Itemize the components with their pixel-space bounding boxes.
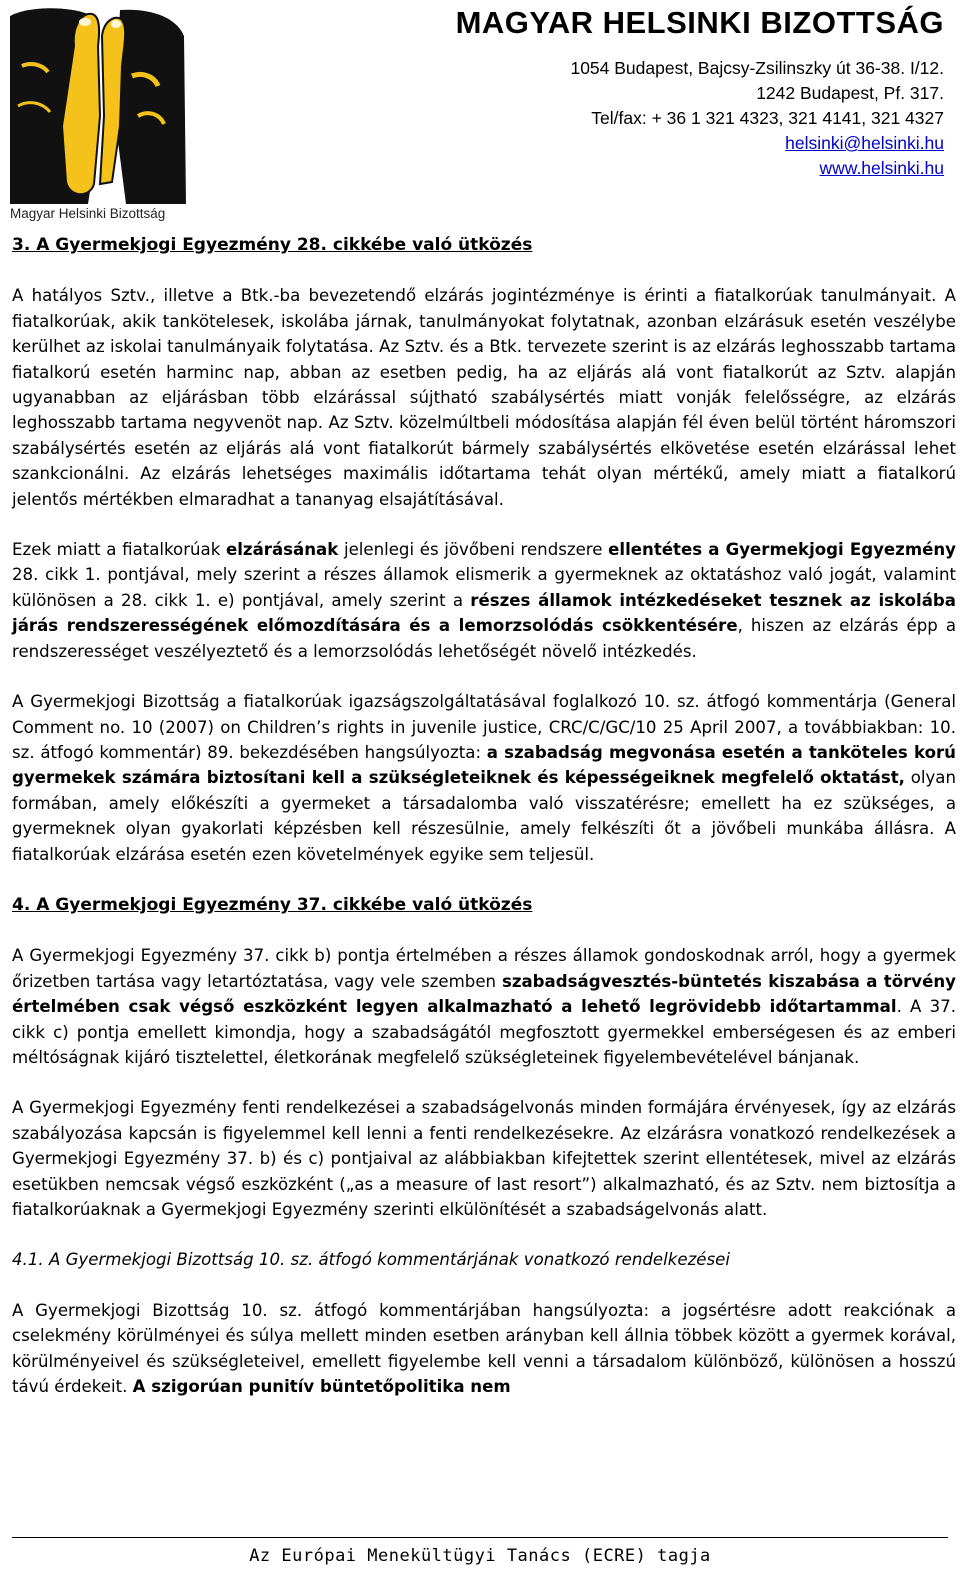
section-4-paragraph-2: A Gyermekjogi Egyezmény fenti rendelkezései a szabadságelvonás minden formájára érvényesek, így az elzárás szabályozása kapcsán is figyelemmel kell lenni a fenti rendelkezésekre. Az elzárásra vonatkozó rendelkezések a Gyermekjogi Egyezmény 37. b) és c) pontjaival az alábbiakban kifejtettek szerint ellentétesek, mivel az elzárás esetükben nemcsak végső eszközként („as a measure of last resort”) alkalmazható, és az Sztv. nem biztosítja a fiatalkorúaknak a Gyermekjogi Egyezmény szerinti elkülönítését a szabadságelvonás alatt.: [12, 1098, 956, 1219]
organization-header: [456, 4, 944, 181]
section-4-1-heading: 4.1. A Gyermekjogi Bizottság 10. sz. átfogó kommentárjának vonatkozó rendelkezései: [12, 1250, 730, 1270]
logo-caption: Magyar Helsinki Bizottság: [10, 206, 166, 221]
email-link[interactable]: helsinki@helsinki.hu: [785, 133, 944, 153]
organization-name: MAGYAR HELSINKI BIZOTTSÁG: [455, 5, 944, 40]
document-body: [12, 232, 956, 1399]
hand-portrait-icon: [8, 6, 188, 206]
section-3-paragraph-3: A Gyermekjogi Bizottság a fiatalkorúak igazságszolgáltatásával foglalkozó 10. sz. átfogó kommentárja (General Comment no. 10 (2007) on Children’s rights in juvenile justice, CRC/C/GC/10 25 April 2007, a továbbiakban: 10. sz. átfogó kommentár) 89. bekezdésében hangsúlyozta: a szabadság megvonása esetén a tanköteles korú gyermekek számára biztosítani kell a szükségleteiknek és képességeiknek megfelelő oktatást, olyan formában, amely előkészíti a gyermeket a társadalomba való visszatérésre; emellett ha ez szükséges, a gyermeknek olyan gyakorlati képzésben kell részesülnie, amely felkészíti őt a jövőbeli munkába állásra. A fiatalkorúak elzárása esetén ezen követelmények egyike sem teljesül.: [12, 692, 956, 864]
section-3-paragraph-1: A hatályos Sztv., illetve a Btk.-ba bevezetendő elzárás jogintézménye is érinti a fiatalkorúak tanulmányait. A fiatalkorúak, akik tankötelesek, iskolába járnak, tanulmányokat folytatnak, azonban elzárásuk esetén veszélybe kerülhet az iskolai tanulmányaik folytatása. Az Sztv. és a Btk. tervezete szerint is az elzárás leghosszabb tartama fiatalkorú esetén harminc nap, abban az esetben pedig, ha az eljárás alá vont fiatalkorút az Sztv. alapján ugyanabban az eljárásban több elzárással sújtható szabálysértés miatt vonják felelősségre, az elzárás leghosszabb tartama negyvenöt nap. Az Sztv. közelmúltbeli módosítása alapján fél éven belül történt háromszori szabálysértés esetén az eljárás alá vont fiatalkorút bármely szabálysértés elkövetése esetén elzárással lehet szankcionálni. Az elzárás lehetséges maximális időtartama tehát olyan mértékű, amely miatt a fiatalkorú jelentős mértékben elmaradhat a tananyag elsajátításával.: [12, 286, 956, 509]
section-3-paragraph-2: Ezek miatt a fiatalkorúak elzárásának jelenlegi és jövőbeni rendszere ellentétes a Gyermekjogi Egyezmény 28. cikk 1. pontjával, mely szerint a részes államok elismerik a gyermeknek az oktatáshoz való jogát, valamint különösen a 28. cikk 1. e) pontjával, amely szerint a részes államok intézkedéseket tesznek az iskolába járás rendszerességének előmozdítására és a lemorzsolódás csökkentésére, hiszen az elzárás épp a rendszerességet veszélyeztető és a lemorzsolódás lehetőségét növelő intézkedés.: [12, 540, 957, 661]
organization-logo: [8, 6, 188, 224]
address-line-1: 1054 Budapest, Bajcsy-Zsilinszky út 36-38. I/12.: [570, 58, 944, 78]
footer-divider: [12, 1537, 948, 1538]
section-4-1-paragraph-1: A Gyermekjogi Bizottság 10. sz. átfogó kommentárjában hangsúlyozta: a jogsértésre adott reakciónak a cselekmény körülményei és súlya mellett minden esetben arányban kell állnia többek között a gyermek korával, körülményeivel és szükségleteivel, emellett figyelembe kell venni a társadalom különböző, különösen a hosszú távú érdekeit. A szigorúan punitív büntetőpolitika nem: [12, 1300, 956, 1397]
address-line-2: 1242 Budapest, Pf. 317.: [756, 83, 944, 103]
section-4-paragraph-1: A Gyermekjogi Egyezmény 37. cikk b) pontja értelmében a részes államok gondoskodnak arról, hogy a gyermek őrizetben tartása vagy letartóztatása, vagy vele szemben szabadságvesztés-büntetés kiszabása a törvény értelmében csak végső eszközként legyen alkalmazható a lehető legrövidebb időtartammal. A 37. cikk c) pontja emellett kimondja, hogy a szabadságától megfosztott gyermekkel emberségesen és az emberi méltóságnak kijáró tisztelettel, életkorának megfelelő szükségleteinek figyelembevételével bánjanak.: [12, 946, 956, 1067]
section-3-heading: 3. A Gyermekjogi Egyezmény 28. cikkébe való ütközés: [12, 235, 533, 255]
footer-text: Az Európai Menekültügyi Tanács (ECRE) tagja: [249, 1546, 711, 1566]
website-link[interactable]: www.helsinki.hu: [819, 158, 944, 178]
section-4-heading: 4. A Gyermekjogi Egyezmény 37. cikkébe való ütközés: [12, 894, 533, 915]
telfax-line: Tel/fax: + 36 1 321 4323, 321 4141, 321 4327: [591, 108, 944, 128]
